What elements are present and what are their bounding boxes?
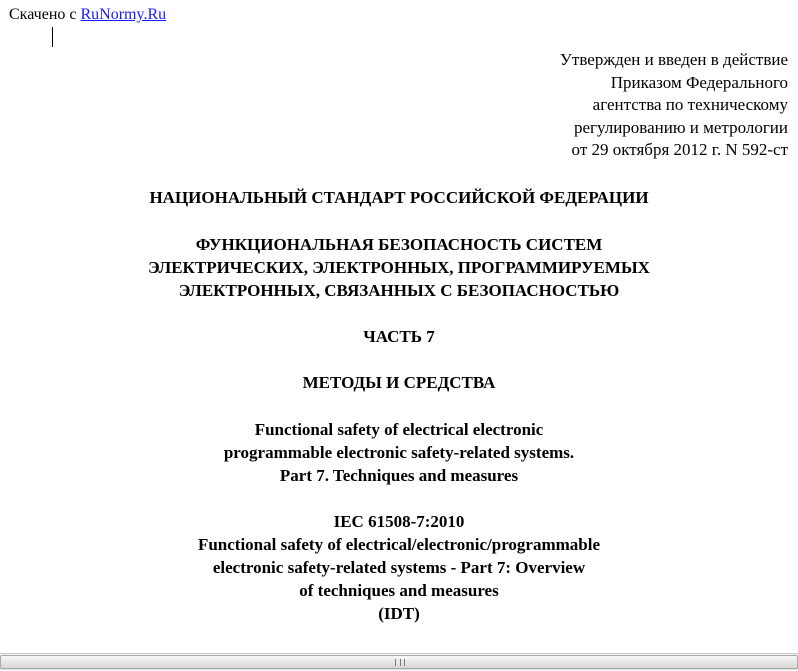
- title-english-line: Part 7. Techniques and measures: [279, 466, 519, 485]
- approval-line: Приказом Федерального: [610, 72, 788, 92]
- iec-line: IEC 61508-7:2010: [333, 512, 465, 531]
- title-russian-line: ФУНКЦИОНАЛЬНАЯ БЕЗОПАСНОСТЬ СИСТЕМ: [195, 235, 603, 254]
- source-line: [9, 5, 166, 24]
- approval-line: агентства по техническому: [592, 95, 788, 114]
- part-text: ЧАСТЬ 7: [363, 327, 435, 346]
- iec-line: of techniques and measures: [299, 581, 499, 600]
- title-russian-line: ЭЛЕКТРИЧЕСКИХ, ЭЛЕКТРОННЫХ, ПРОГРАММИРУЕМЫХ: [148, 258, 650, 277]
- approval-line: регулированию и метрологии: [573, 117, 788, 137]
- approval-block: [560, 49, 788, 162]
- source-prefix: Скачено с: [9, 6, 77, 23]
- title-english-line: Functional safety of electrical electronic: [254, 420, 544, 439]
- iec-line: Functional safety of electrical/electronic/programmable: [197, 535, 601, 554]
- approval-line: от 29 октября 2012 г. N 592-ст: [571, 140, 788, 159]
- title-russian-line: ЭЛЕКТРОННЫХ, СВЯЗАННЫХ С БЕЗОПАСНОСТЬЮ: [178, 281, 620, 300]
- source-link[interactable]: RuNormy.Ru: [80, 6, 167, 23]
- title-english: [0, 418, 798, 487]
- iec-line: (IDT): [378, 604, 420, 623]
- scrollbar-thumb[interactable]: [0, 655, 798, 669]
- horizontal-scrollbar[interactable]: [0, 653, 798, 670]
- subtitle-russian-text: МЕТОДЫ И СРЕДСТВА: [302, 373, 496, 392]
- part-heading: [0, 325, 798, 348]
- grip-icon: [395, 659, 405, 666]
- subtitle-russian: [0, 371, 798, 394]
- iec-reference: [0, 510, 798, 625]
- standard-type-heading: [0, 186, 798, 209]
- standard-type-text: НАЦИОНАЛЬНЫЙ СТАНДАРТ РОССИЙСКОЙ ФЕДЕРАЦИИ: [149, 188, 649, 207]
- title-english-line: programmable electronic safety-related systems.: [223, 443, 575, 462]
- text-caret: [52, 27, 53, 47]
- title-russian: [0, 233, 798, 302]
- iec-line: electronic safety-related systems - Part 7: Overview: [212, 558, 586, 577]
- approval-line: Утвержден и введен в действие: [559, 50, 788, 69]
